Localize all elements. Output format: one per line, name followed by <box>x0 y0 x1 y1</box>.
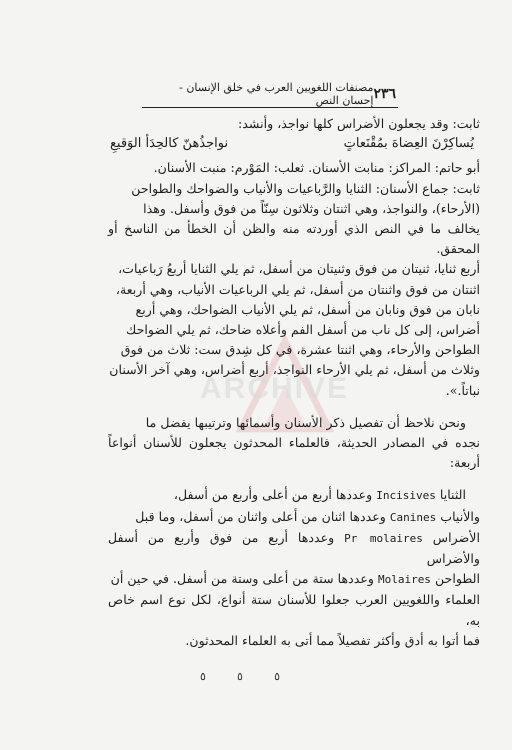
header-rule <box>142 107 398 108</box>
text-line: أربع ثنايا، ثنيتان من فوق وثنيتان من أسفل، ثم يلي الثنايا أربعُ رَباعيات، <box>118 261 480 277</box>
verse <box>108 134 480 154</box>
watermark-text: ARCHIVE <box>200 372 350 405</box>
text-line: وثلاث من أسفل، ثم يلي الأرحاء النواجذ، أربع أضراس، وهي آخر الأسنان <box>109 362 480 378</box>
ornament-mark: ٥ <box>237 670 243 683</box>
ornament-mark: ٥ <box>274 670 280 683</box>
text-line: (الأرحاء)، والنواجذ، وهي اثنتان وثلاثون سِنّاً من فوق وأسفل. وهذا <box>143 200 480 216</box>
text-line: يخالف ما في النص الذي أوردته منه والظن أن الخطأ من الناسخ أو المحقق. <box>108 221 480 257</box>
text-line: أبو حاتم: المراكز: منابت الأسنان. ثعلب: المَوْرم: منبت الأسنان. <box>153 160 480 176</box>
tooth-type-line: الثنايا Incisives وعددها أربع من أعلى وأربع من أسفل، <box>173 487 466 503</box>
verse-left-hemistich: نواجذُهنّ كالحِدَأ الوَقيعِ <box>110 136 229 152</box>
tooth-type-line: الأضراس Pr molaires وعددها أربع من فوق وأربع من أسفل والأضراس <box>108 529 480 567</box>
text-line: ونحن نلاحظ أن تفصيل ذكر الأسنان وأسمائها وترتيبها يفضل ما <box>145 414 466 430</box>
page-body <box>108 114 480 651</box>
section-ornament <box>200 670 280 683</box>
text-line: اثنتان من فوق واثنتان من أسفل، ثم يلي الرباعيات الأنياب، وهي أربعة، <box>115 281 480 297</box>
text-line: ثابت: جماع الأسنان: الثنايا والرَّباعيات والأنياب والضواحك والطواحن <box>131 180 480 196</box>
text-line: فما أتوا به أدق وأكثر تفصيلاً مما أتى به العلماء المحدثون. <box>185 632 480 648</box>
text-line: أضراس، إلى كل ناب من أسفل الفم وأعلاه ضاحك، ثم يلي الضواحك <box>126 322 480 338</box>
tooth-type-line: الطواحن Molaires وعددها ستة من أعلى وستة من أسفل. في حين أن <box>110 571 480 587</box>
text-line: الطواحن والأرحاء، وهي اثنتا عشرة، في كل شِدق ست: ثلاث من فوق <box>120 342 480 358</box>
text-line: ثابت: وقد يجعلون الأضراس كلها نواجذ، وأنشد: <box>238 116 480 131</box>
page-number: ٢٣٦ <box>373 86 396 102</box>
text-line: نابان من فوق ونابان من أسفل، ثم يلي الأنياب الضواحك، وهي أربع <box>135 301 480 317</box>
running-title: مصنفات اللغويين العرب في خلق الإنسان - إحسان النص <box>179 81 374 107</box>
tooth-type-line: والأنياب Canines وعددها اثنان من أعلى واثنان من أسفل، وما قبل <box>135 508 480 524</box>
text-line: نجده في المصادر الحديثة، فالعلماء المحدثون يجعلون للأسنان أنواعاً أربعة: <box>108 435 480 471</box>
ornament-mark: ٥ <box>200 670 206 683</box>
verse-right-hemistich: يُساكِرْنَ العِضاهَ بمُقْنَعاتٍ <box>343 136 474 152</box>
text-line: نباتاً.». <box>445 382 480 398</box>
page-header <box>146 81 396 107</box>
text-line: العلماء واللغويين العرب جعلوا للأسنان ستة أنواع، لكل نوع اسم خاص به، <box>108 592 480 628</box>
